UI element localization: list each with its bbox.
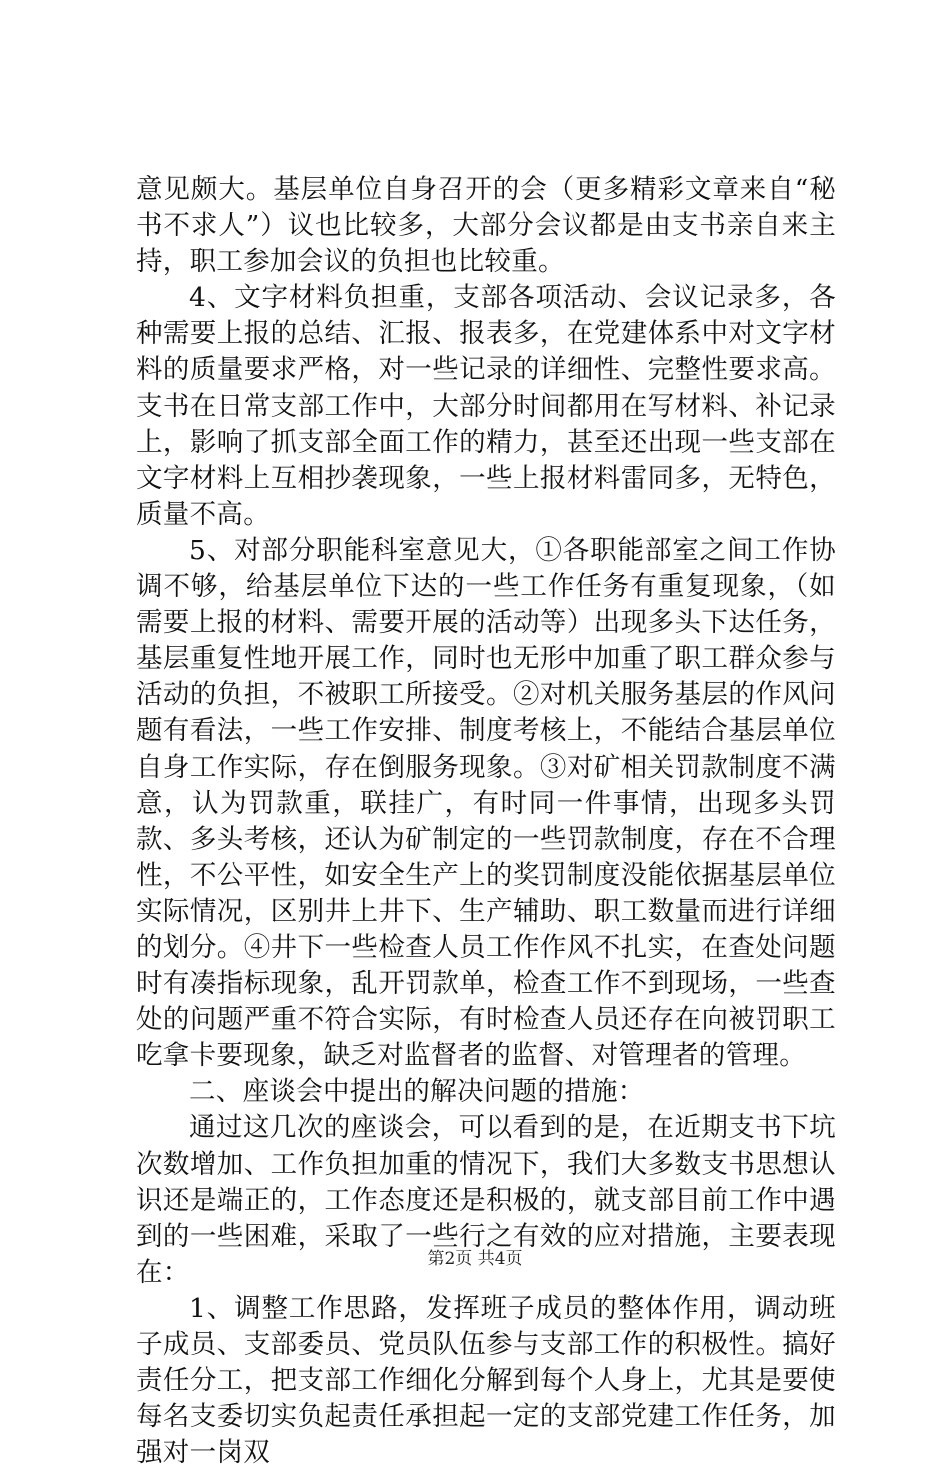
paragraph-item-1: 1、调整工作思路，发挥班子成员的整体作用，调动班子成员、支部委员、党员队伍参与支部工作的积极性。搞好责任分工，把支部工作细化分解到每个人身上，尤其是要使每名支委切实负起责任承担起一定的支部党建工作任务，加强对一岗双	[136, 1292, 836, 1469]
page-footer: 第2页 共4页	[427, 1249, 523, 1269]
paragraph-item-5: 5、对部分职能科室意见大，①各职能部室之间工作协调不够，给基层单位下达的一些工作任务有重复现象，（如需要上报的材料、需要开展的活动等）出现多头下达任务，基层重复性地开展工作，同时也无形中加重了职工群众参与活动的负担，不被职工所接受。②对机关服务基层的作风问题有看法，一些工作安排、制度考核上，不能结合基层单位自身工作实际，存在倒服务现象。③对矿相关罚款制度不满意，认为罚款重，联挂广，有时同一件事情，出现多头罚款、多头考核，还认为矿制定的一些罚款制度，存在不合理性，不公平性，如安全生产上的奖罚制度没能依据基层单位实际情况，区别井上井下、生产辅助、职工数量而进行详细的划分。④井下一些检查人员工作作风不扎实，在查处问题时有凑指标现象，乱开罚款单，检查工作不到现场，一些查处的问题严重不符合实际，有时检查人员还存在向被罚职工吃拿卡要现象，缺乏对监督者的监督、对管理者的管理。	[136, 534, 836, 1072]
document-body	[136, 172, 836, 1471]
paragraph-item-4: 4、文字材料负担重，支部各项活动、会议记录多，各种需要上报的总结、汇报、报表多，在党建体系中对文字材料的质量要求严格，对一些记录的详细性、完整性要求高。支书在日常支部工作中，大部分时间都用在写材料、补记录上，影响了抓支部全面工作的精力，甚至还出现一些支部在文字材料上互相抄袭现象，一些上报材料雷同多，无特色，质量不高。	[136, 282, 836, 530]
section-heading-2: 二、座谈会中提出的解决问题的措施：	[189, 1076, 645, 1108]
paragraph-intro: 通过这几次的座谈会，可以看到的是，在近期支书下坑次数增加、工作负担加重的情况下，我们大多数支书思想认识还是端正的，工作态度还是积极的，就支部目前工作中遇到的一些困难，采取了一些行之有效的应对措施，主要表现在：	[136, 1112, 836, 1288]
paragraph-continuation: 意见颇大。基层单位自身召开的会（更多精彩文章来自“秘书不求人”）议也比较多，大部分会议都是由支书亲自来主持，职工参加会议的负担也比较重。	[136, 174, 836, 278]
